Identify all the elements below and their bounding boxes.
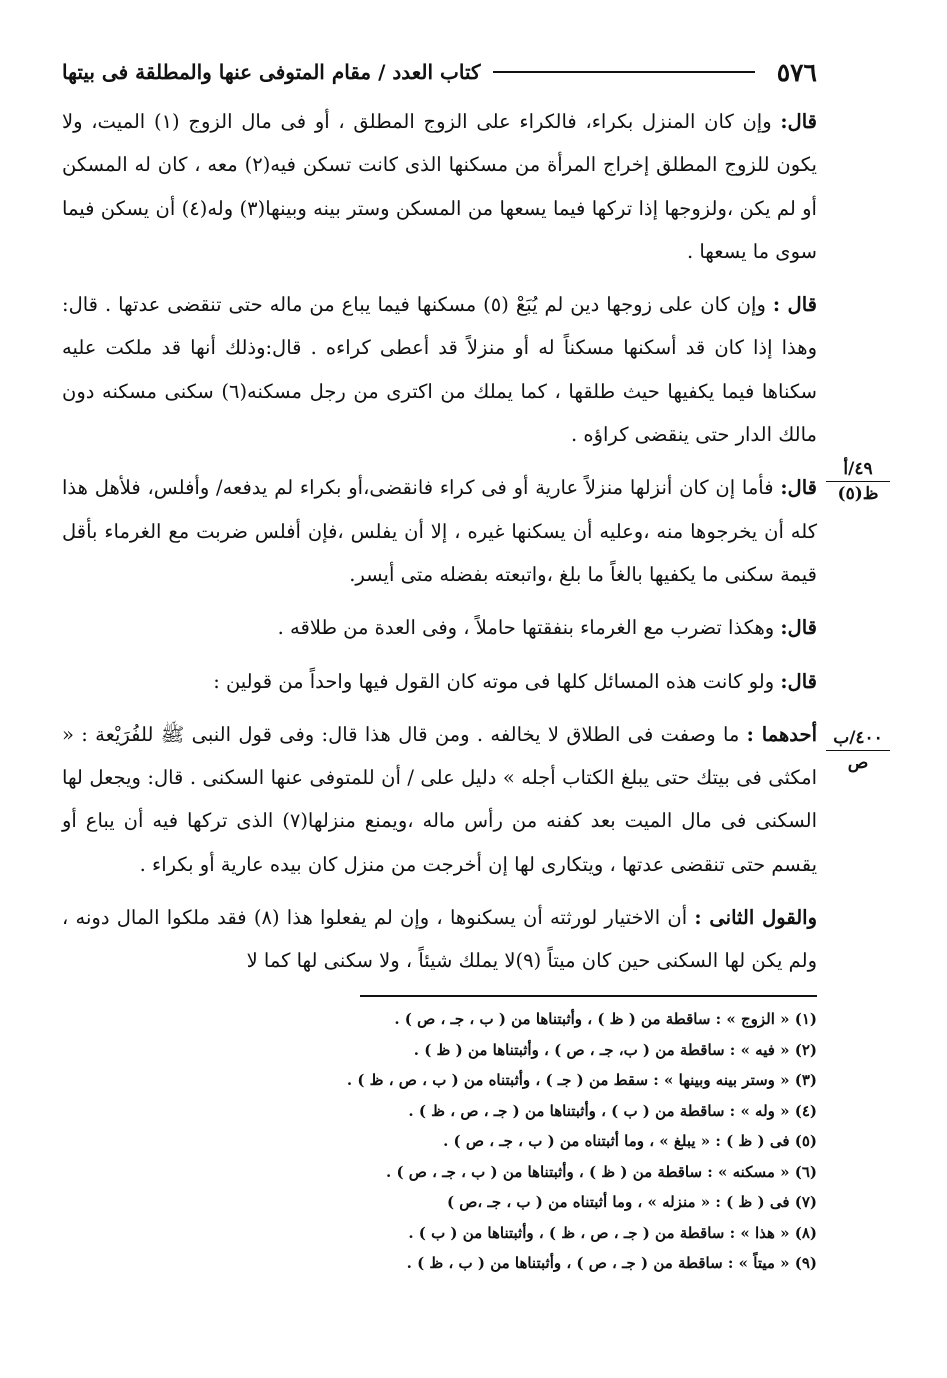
footnote: (٨) « هذا » : ساقطة من ( جـ ، ص ، ظ ) ، وأثبتناها من ( ب ) . [408, 1223, 817, 1242]
footnote-separator [360, 995, 817, 997]
paragraph-lead: قال: [780, 669, 817, 693]
header-rule [493, 71, 755, 73]
paragraph [62, 896, 817, 983]
main-text [62, 100, 817, 993]
paragraph-lead: قال: [780, 616, 817, 640]
running-title: كتاب العدد / مقام المتوفى عنها والمطلقة فى بيتها [62, 60, 481, 84]
paragraph-text: ما وصفت فى الطلاق لا يخالفه . ومن قال هذا قال: وفى قول النبى ﷺ للفُرَيْعة : « امكثى فى بيتك حتى يبلغ الكتاب أجله » دليل على / أن للمتوفى عنها السكنى . قال: ويجعل لها السكنى فى مال الميت بعد كفنه من رأس ماله ،ويمنع منزلها(٧) الذى تركها فيه أن يباع أو يقسم حتى تنقضى عدتها ، ويتكارى لها إن أخرجت من منزل كان بيده عارية أو بكراء . [62, 722, 817, 876]
margin-note-siglum: ص [847, 753, 869, 773]
footnote: (٥) فى ( ظ ) : « يبلغ » ، وما أثبتناه من ( ب ، جـ ، ص ) . [443, 1132, 817, 1150]
footnotes [300, 1004, 817, 1279]
page-number: ٥٧٦ [776, 57, 817, 87]
footnote: (١) « الزوج » : ساقطة من ( ظ ) ، وأثبتناها من ( ب ، جـ ، ص ) . [394, 1010, 817, 1028]
page-header [62, 52, 817, 92]
paragraph [62, 466, 817, 596]
footnote: (٩) « ميتاً » : ساقطة من ( جـ ، ص ) ، وأثبتناها من ( ب ، ظ ) . [406, 1254, 817, 1272]
paragraph-text: ولو كانت هذه المسائل كلها فى موته كان القول فيها واحداً من قولين : [213, 669, 781, 693]
paragraph-text: فأما إن كان أنزلها منزلاً عارية أو فى كراء فانقضى،أو بكراء لم يدفعه/ وأفلس، فلأهل هذا كله أن يخرجوها منه ،وعليه أن يسكنها غيره ، إلا أن يفلس ،فإن أفلس ضربت مع الغرماء بأقل قيمة سكنى ما يكفيها بالغاً ما بلغ ،واتبعته بفضله متى أيسر. [62, 476, 817, 586]
paragraph-text: وإن كان على زوجها دين لم يُبَعْ (٥) مسكنها فيما يباع من ماله حتى تنقضى عدتها . قال: وهذا إذا كان قد أسكنها مسكناً له أو منزلاً قد أعطى كراءه . قال:وذلك أنها قد ملكت عليه سكناها فيما يكفيها حيث طلقها ، كما يملك من اكترى من رجل مسكنه(٦) سكنى مسكنه دون مالك الدار حتى ينقضى كراؤه . [62, 293, 817, 447]
paragraph-lead: أحدهما : [746, 722, 817, 746]
paragraph [62, 283, 817, 456]
footnote: (٢) « فيه » : ساقطة من ( ب، جـ ، ص ) ، وأثبتناها من ( ظ ) . [413, 1040, 817, 1059]
footnote: (٧) فى ( ظ ) : « منزله » ، وما أثبتناه من ( ب ، جـ ،ص ) [446, 1193, 817, 1211]
footnote: (٤) « وله » : ساقطة من ( ب ) ، وأثبتناها من ( جـ ، ص ، ظ ) . [408, 1101, 817, 1120]
margin-note-manuscript-ref [826, 727, 890, 774]
paragraph-text: أن الاختيار لورثته أن يسكنوها ، وإن لم يفعلوا هذا (٨) فقد ملكوا المال دونه ، ولم يكن لها السكنى حين كان ميتاً (٩)لا يملك شيئاً ، ولا سكنى لها كما لا [62, 906, 817, 973]
margin-note-siglum: ظ(٥) [837, 484, 879, 504]
paragraph-lead: قال : [772, 293, 817, 317]
paragraph-text: وإن كان المنزل بكراء، فالكراء على الزوج المطلق ، أو فى مال الزوج (١) الميت، ولا يكون للزوج المطلق إخراج المرأة من مسكنها الذى كانت تسكن فيه(٢) معه ، كان له المسكن أو لم يكن ،ولزوجها إذا تركها فيما يسعها من المسكن وستر بينه وبينها(٣) وله(٤) أن يسكن فيما سوى ما يسعها . [62, 110, 817, 263]
paragraph [62, 606, 817, 649]
margin-note-manuscript-ref [826, 458, 890, 505]
paragraph [62, 713, 817, 886]
paragraph [62, 100, 817, 273]
paragraph-lead: والقول الثانى : [694, 906, 817, 930]
paragraph-text: وهكذا تضرب مع الغرماء بنفقتها حاملاً ، وفى العدة من طلاقه . [277, 616, 781, 640]
footnote: (٣) « وستر بينه وبينها » : سقط من ( جـ ) ، وأثبتناه من ( ب ، ص ، ظ ) . [346, 1071, 817, 1089]
footnote: (٦) « مسكنه » : ساقطة من ( ظ ) ، وأثبتناها من ( ب ، جـ ، ص ) . [386, 1162, 817, 1181]
margin-note-folio: ٤٩/أ [826, 458, 890, 482]
paragraph-lead: قال: [780, 110, 817, 133]
paragraph-lead: قال: [780, 476, 817, 500]
margin-note-folio: ٤٠٠/ب [826, 727, 890, 751]
paragraph [62, 660, 817, 703]
